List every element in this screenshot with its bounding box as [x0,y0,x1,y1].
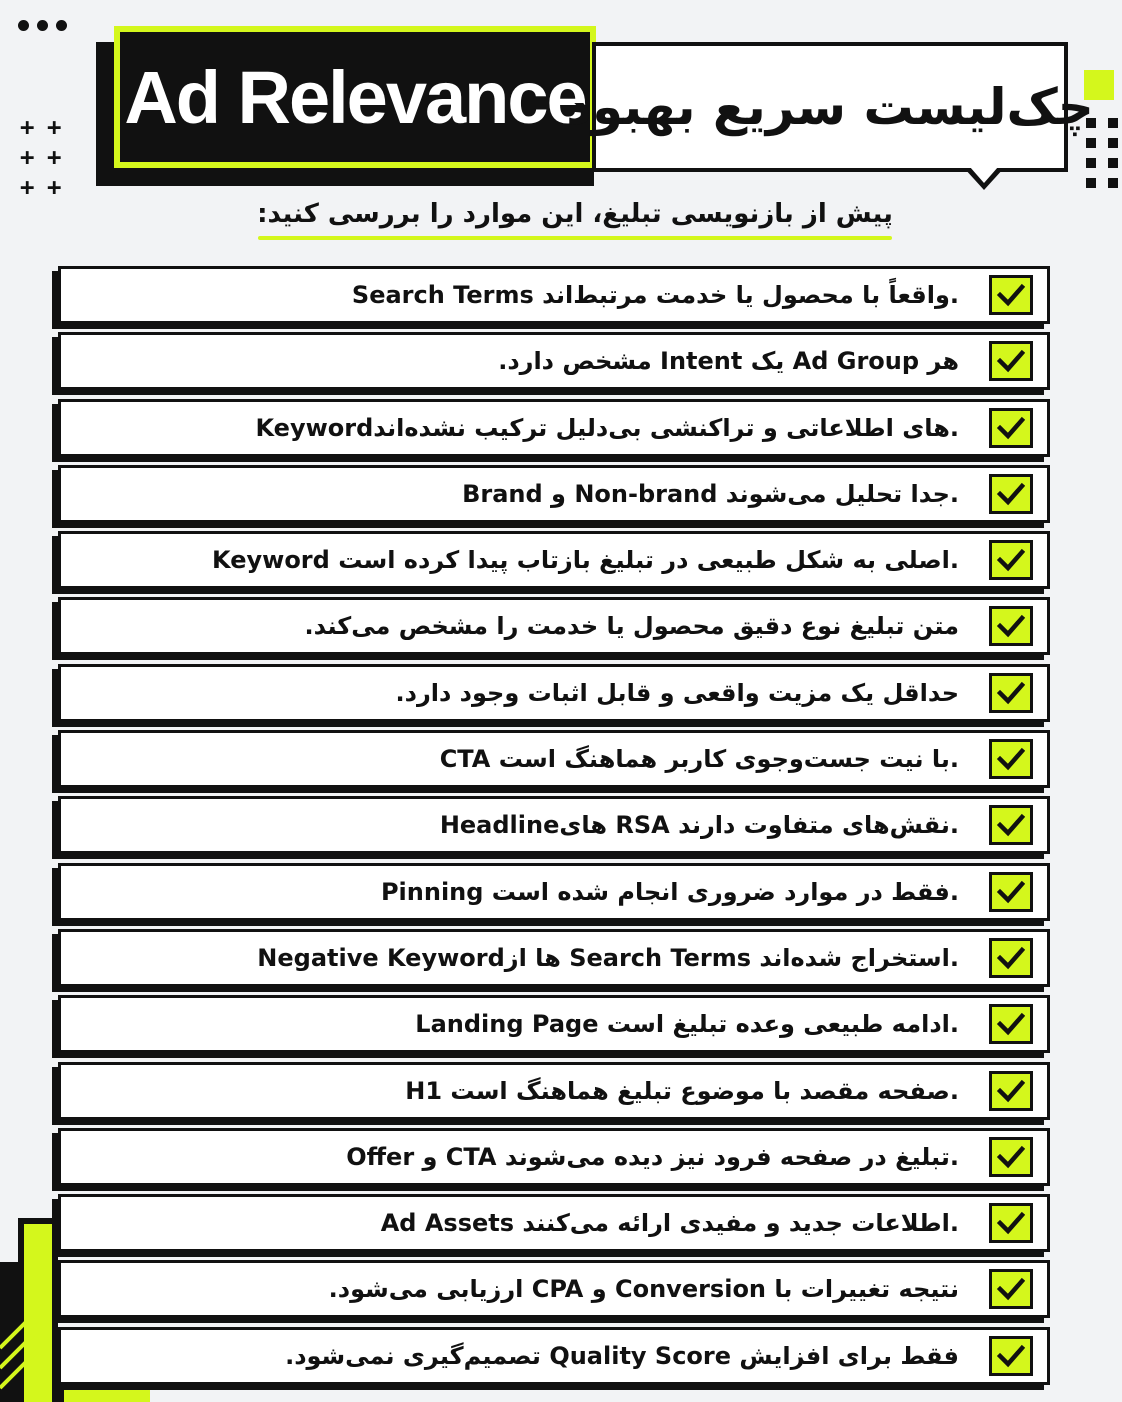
checklist-item-text: Offer و CTA تبلیغ در صفحه فرود نیز دیده می‌شوند. [346,1142,959,1171]
checklist-item-text: Ad Assets اطلاعات جدید و مفیدی ارائه می‌کنند. [380,1209,959,1238]
title-speech-bubble [566,42,1094,172]
checklist-item [58,995,1050,1053]
check-icon [989,474,1033,514]
checklist-item-text: هر Ad Group یک Intent مشخص دارد. [498,347,959,376]
checklist-item [58,730,1050,788]
check-icon [989,938,1033,978]
check-icon [989,739,1033,779]
checklist-item-text: فقط برای افزایش Quality Score تصمیم‌گیری نمی‌شود. [285,1341,959,1370]
checklist-item-text: Keywordهای اطلاعاتی و تراکنشی بی‌دلیل ترکیب نشده‌اند. [255,413,959,442]
checklist-item-text: حداقل یک مزیت واقعی و قابل اثبات وجود دارد. [395,678,959,707]
title-box [114,26,596,168]
checklist-item [58,1194,1050,1252]
checklist-item [58,266,1050,324]
check-icon [989,1203,1033,1243]
page-title-english: Ad Relevance [124,55,586,139]
speech-bubble-tail-inner [970,167,998,183]
check-icon [989,1269,1033,1309]
checklist-item [58,465,1050,523]
check-icon [989,805,1033,845]
check-icon [989,540,1033,580]
checklist-item [58,863,1050,921]
checklist-item [58,332,1050,390]
check-icon [989,1071,1033,1111]
checklist-item-text: نتیجه تغییرات با Conversion و CPA ارزیابی می‌شود. [328,1275,959,1304]
checklist-item-text: H1 صفحه مقصد با موضوع تبلیغ هماهنگ است. [405,1076,959,1105]
checklist-item-text: Brand و Non-brand جدا تحلیل می‌شوند. [462,479,959,508]
checklist-item-text: CTA با نیت جست‌وجوی کاربر هماهنگ است. [439,745,959,774]
checklist-item [58,597,1050,655]
check-icon [989,1137,1033,1177]
checklist-item [58,1327,1050,1385]
checklist-item-text: Headlineهای RSA نقش‌های متفاوت دارند. [439,811,959,840]
subtitle-underline [258,236,892,240]
check-icon [989,275,1033,315]
checklist-item [58,1128,1050,1186]
check-icon [989,872,1033,912]
checklist-item-text: Pinning فقط در موارد ضروری انجام شده است. [380,877,959,906]
checklist-item-text: متن تبلیغ نوع دقیق محصول یا خدمت را مشخص می‌کند. [304,612,959,641]
checklist-item-text: Keyword اصلی به شکل طبیعی در تبلیغ بازتاب پیدا کرده است. [212,546,959,575]
check-icon [989,673,1033,713]
page-title-persian: چک‌لیست سریع بهبود [566,78,1094,136]
check-icon [989,1336,1033,1376]
checklist-item [58,1062,1050,1120]
checklist-item [58,399,1050,457]
checklist [58,266,1050,1393]
plus-pattern-decoration: + + + + + + [20,113,62,201]
checklist-item [58,929,1050,987]
checklist-item [58,796,1050,854]
check-icon [989,341,1033,381]
checklist-item-text: Search Terms واقعاً با محصول یا خدمت مرتبط‌اند. [351,281,959,309]
checklist-item-text: Negative Keywordها از Search Terms استخراج شده‌اند. [257,943,959,972]
check-icon [989,1004,1033,1044]
ellipsis-icon [18,20,67,31]
check-icon [989,606,1033,646]
checklist-item-text: Landing Page ادامه طبیعی وعده تبلیغ است. [415,1010,959,1039]
checklist-item [58,664,1050,722]
checklist-item [58,531,1050,589]
check-icon [989,408,1033,448]
checklist-item [58,1260,1050,1318]
page-subtitle: پیش از بازنویسی تبلیغ، این موارد را بررسی کنید: [257,199,893,229]
